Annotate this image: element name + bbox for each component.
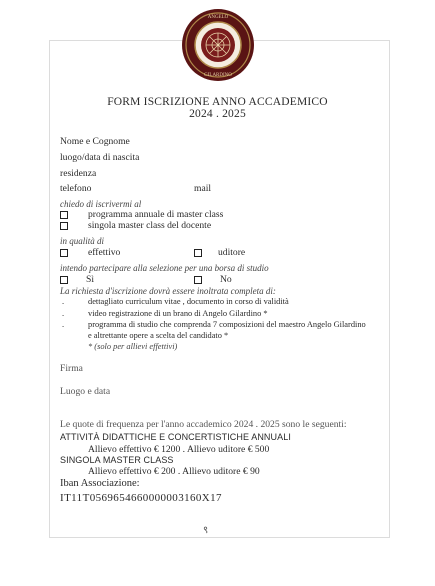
requirement-2: . video registrazione di un brano di Angelo Gilardino * [62, 309, 268, 318]
singola-prices: Allievo effettivo € 200 . Allievo uditore € 90 [88, 466, 260, 477]
attivita-prices: Allievo effettivo € 1200 . Allievo uditore € 500 [88, 444, 270, 455]
form-year: 2024 . 2025 [189, 108, 246, 120]
requirement-3: . programma di studio che comprenda 7 composizioni del maestro Angelo Gilardino [62, 320, 366, 329]
svg-text:GILARDINO: GILARDINO [204, 73, 232, 78]
attivita-heading: ATTIVITÀ DIDATTICHE E CONCERTISTICHE ANNUALI [60, 432, 291, 442]
checkbox-icon[interactable] [60, 222, 68, 230]
option-effettivo[interactable]: effettivo [60, 247, 120, 258]
option-annual[interactable]: programma annuale di master class [60, 209, 223, 220]
telefono-label: telefono [60, 183, 92, 194]
option-no[interactable]: No [194, 274, 232, 285]
requirement-1: . dettagliato curriculum vitae , documento in corso di validità [62, 297, 289, 306]
nome-label: Nome e Cognome [60, 136, 130, 147]
chiedo-label: chiedo di iscrivermi al [60, 199, 142, 209]
checkbox-icon[interactable] [60, 276, 68, 284]
option-single[interactable]: singola master class del docente [60, 220, 211, 231]
richiesta-label: La richiesta d'iscrizione dovrà essere inoltrata completa di: [60, 286, 276, 296]
iban-label: Iban Associazione: [60, 478, 140, 489]
checkbox-icon[interactable] [194, 276, 202, 284]
nascita-label: luogo/data di nascita [60, 152, 140, 163]
luogo-data-label: Luogo e data [60, 386, 111, 397]
iban-value: IT11T0569654660000003160X17 [60, 492, 222, 504]
requirement-3-cont: e altrettante opere a scelta del candidato * [88, 331, 229, 340]
qualita-label: in qualità di [60, 236, 105, 246]
mail-label: mail [194, 183, 212, 194]
borsa-label: intendo partecipare alla selezione per una borsa di studio [60, 263, 269, 273]
checkbox-icon[interactable] [60, 249, 68, 257]
singola-heading: SINGOLA MASTER CLASS [60, 455, 174, 465]
svg-text:ANGELO: ANGELO [207, 15, 229, 20]
requirement-note: * (solo per allievi effettivi) [88, 342, 178, 351]
quote-intro: Le quote di frequenza per l'anno accademico 2024 . 2025 sono le seguenti: [60, 419, 347, 430]
residenza-label: residenza [60, 168, 97, 179]
option-uditore[interactable]: uditore [194, 247, 245, 258]
firma-label: Firma [60, 363, 83, 374]
page-mark: ९ [203, 525, 209, 536]
form-title: FORM ISCRIZIONE ANNO ACCADEMICO [107, 96, 328, 108]
checkbox-icon[interactable] [60, 211, 68, 219]
option-si[interactable]: Sì [60, 274, 94, 285]
checkbox-icon[interactable] [194, 249, 202, 257]
academy-logo [181, 8, 255, 82]
